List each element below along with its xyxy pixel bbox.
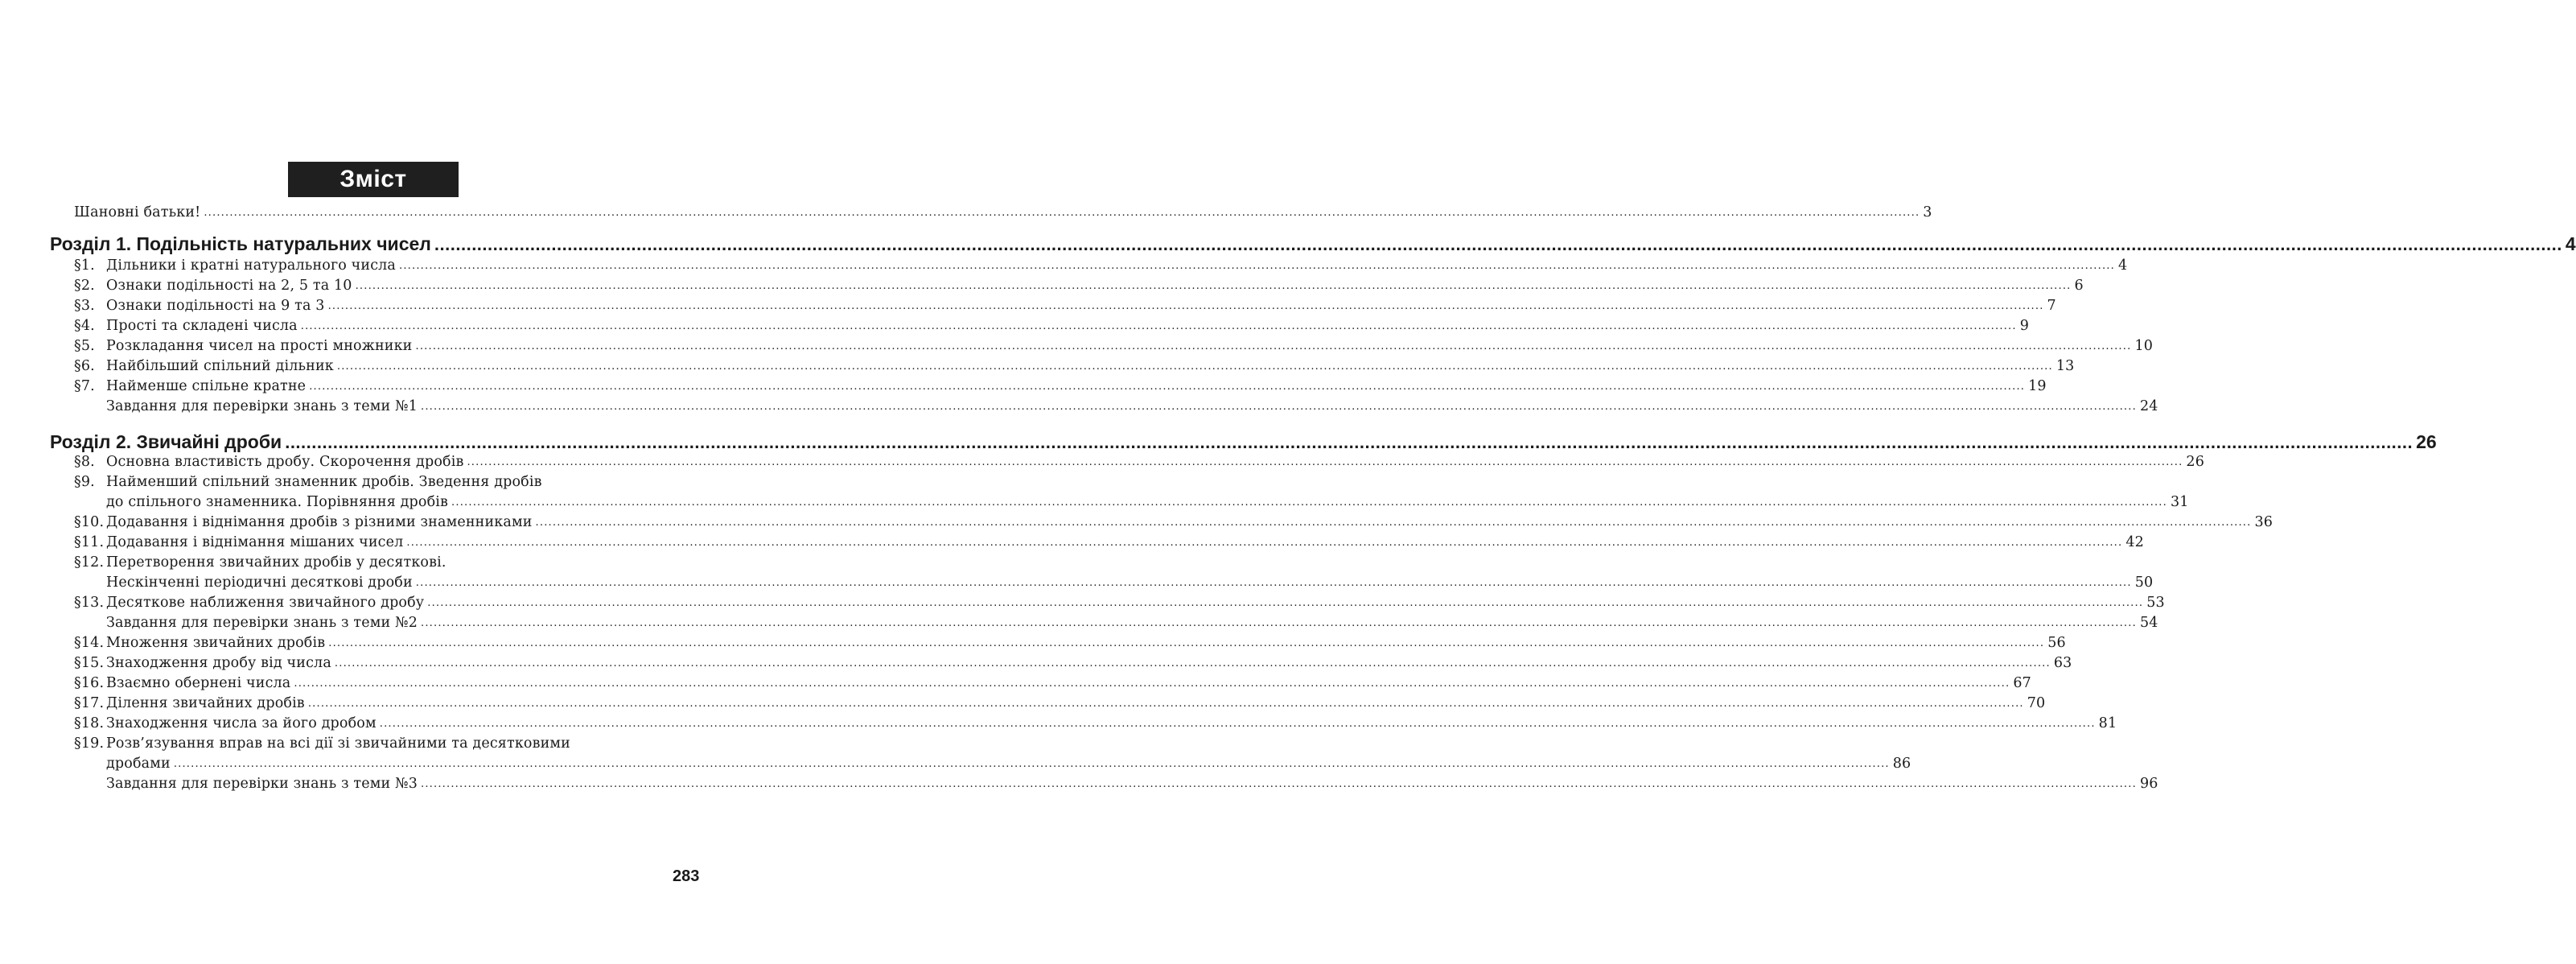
entry-page: 86 [1892, 756, 1911, 772]
entry-page: 50 [2134, 575, 2154, 591]
entry-number: §18. [74, 715, 105, 731]
entry-title: Найменше спільне кратне [106, 378, 307, 394]
entry-number: §15. [74, 655, 105, 671]
section-title: Розділ 2. Звичайні дроби [50, 431, 282, 452]
entry-title: Завдання для перевірки знань з теми №2 [106, 615, 418, 631]
dot-leader: ................................................................................................................................................................................................................................................................................................................................................................................................................ [327, 300, 2044, 312]
toc-entry[interactable] [74, 694, 2046, 713]
dot-leader: ................................................................................................................................................................................................................................................................................................................................................................................................................ [328, 637, 2045, 649]
toc-entry[interactable] [74, 377, 2047, 396]
toc-section-2[interactable] [50, 430, 2437, 454]
entry-title: Завдання для перевірки знань з теми №3 [106, 776, 418, 792]
entry-title: Завдання для перевірки знань з теми №1 [106, 398, 418, 414]
entry-number: §12. [74, 554, 105, 571]
entry-number: §2. [74, 278, 95, 294]
toc-entry[interactable] [74, 653, 2072, 673]
page-number: 283 [673, 867, 700, 885]
entry-number: §8. [74, 454, 95, 470]
toc-entry[interactable] [74, 336, 2154, 356]
entry-page: 70 [2027, 695, 2046, 711]
toc-entry[interactable] [74, 593, 2165, 612]
entry-title: Десяткове наближення звичайного дробу [106, 595, 425, 611]
entry-page: 7 [2047, 298, 2056, 314]
toc-entry[interactable] [74, 674, 2031, 693]
entry-number: §6. [74, 358, 95, 374]
dot-leader: ................................................................................................................................................................................................................................................................................................................................................................................................................ [427, 597, 2144, 609]
entry-title: до спільного знаменника. Порівняння дробів [106, 494, 449, 510]
dot-leader: ................................................................................................................................................................................................................................................................................................................................................................................................................ [204, 207, 1920, 219]
entry-page: 26 [2186, 454, 2204, 470]
dot-leader: ................................................................................................................................................................................................................................................................................................................................................................................................................ [307, 698, 2024, 710]
dot-leader: ................................................................................................................................................................................................................................................................................................................................................................................................................ [379, 718, 2096, 730]
section-title: Розділ 1. Подільність натуральних чисел [50, 233, 431, 254]
entry-title: Прості та складені числа [106, 318, 298, 334]
entry-title: Взаємно обернені числа [106, 675, 291, 691]
dot-leader: ................................................................................................................................................................................................................................................................................................................................................................................................................ [421, 617, 2137, 629]
dot-leader: ................................................................................................................................................................................................................................................................................................................................................................................................................ [399, 260, 2115, 272]
entry-number: §9. [74, 474, 95, 490]
entry-title: Додавання і віднімання мішаних чисел [106, 534, 404, 550]
entry-page: 81 [2098, 715, 2117, 731]
dot-leader: ................................................................................................................................................................................................................................................................................................................................................................................................................ [434, 234, 2562, 254]
toc-entry[interactable] [74, 452, 2204, 472]
toc-section-1[interactable] [50, 232, 2576, 256]
dot-leader: ................................................................................................................................................................................................................................................................................................................................................................................................................ [415, 340, 2132, 352]
toc-entry[interactable] [74, 714, 2117, 733]
toc-entry[interactable] [74, 356, 2075, 376]
entry-number: §16. [74, 675, 105, 691]
entry-page: 6 [2074, 278, 2084, 294]
entry-page: 67 [2013, 675, 2031, 691]
toc-entry[interactable] [74, 613, 2158, 632]
entry-title: Дільники і кратні натурального числа [106, 257, 397, 274]
toc-entry[interactable] [74, 492, 2189, 512]
dot-leader: ................................................................................................................................................................................................................................................................................................................................................................................................................ [451, 496, 2167, 509]
dot-leader: ................................................................................................................................................................................................................................................................................................................................................................................................................ [336, 360, 2053, 373]
dot-leader: ................................................................................................................................................................................................................................................................................................................................................................................................................ [467, 456, 2183, 468]
toc-entry[interactable] [74, 774, 2158, 793]
entry-title: Знаходження дробу від числа [106, 655, 331, 671]
entry-title: Шановні батьки! [74, 204, 201, 220]
entry-page: 24 [2139, 398, 2158, 414]
entry-page: 10 [2134, 338, 2154, 354]
toc-title: Зміст [288, 162, 459, 197]
toc-entry[interactable] [74, 397, 2158, 416]
entry-title: Ознаки подільності на 9 та 3 [106, 298, 325, 314]
entry-title: Ознаки подільності на 2, 5 та 10 [106, 278, 352, 294]
entry-number: §13. [74, 595, 105, 611]
dot-leader: ................................................................................................................................................................................................................................................................................................................................................................................................................ [415, 577, 2132, 589]
entry-page: 3 [1923, 204, 1932, 220]
dot-leader: ................................................................................................................................................................................................................................................................................................................................................................................................................ [406, 537, 2123, 549]
entry-page: 54 [2139, 615, 2158, 631]
entry-title: Додавання і віднімання дробів з різними знаменниками [106, 514, 533, 530]
entry-page: 31 [2170, 494, 2189, 510]
entry-title: Ділення звичайних дробів [106, 695, 305, 711]
dot-leader: ................................................................................................................................................................................................................................................................................................................................................................................................................ [535, 517, 2252, 529]
entry-page: 19 [2028, 378, 2047, 394]
entry-page: 4 [2565, 233, 2576, 254]
entry-page: 63 [2053, 655, 2072, 671]
dot-leader: ................................................................................................................................................................................................................................................................................................................................................................................................................ [334, 657, 2051, 669]
entry-page: 13 [2055, 358, 2075, 374]
entry-page: 96 [2139, 776, 2158, 792]
dot-leader: ................................................................................................................................................................................................................................................................................................................................................................................................................ [173, 758, 1890, 770]
entry-title: Знаходження числа за його дробом [106, 715, 377, 731]
entry-title: Нескінченні періодичні десяткові дроби [106, 575, 413, 591]
entry-title-line1: Найменший спільний знаменник дробів. Зведення дробів [106, 474, 542, 490]
dot-leader: ................................................................................................................................................................................................................................................................................................................................................................................................................ [355, 280, 2072, 292]
entry-page: 26 [2416, 431, 2437, 452]
entry-number: §1. [74, 257, 95, 274]
entry-title: дробами [106, 756, 171, 772]
entry-title: Множення звичайних дробів [106, 635, 326, 651]
entry-title: Розкладання чисел на прості множники [106, 338, 413, 354]
entry-page: 36 [2254, 514, 2274, 530]
toc-entry[interactable] [74, 633, 2066, 653]
entry-title-line1: Розв’язування вправ на всі дії зі звичайними та десятковими [106, 735, 570, 752]
entry-number: §3. [74, 298, 95, 314]
toc-entry[interactable] [74, 256, 2128, 275]
dot-leader: ................................................................................................................................................................................................................................................................................................................................................................................................................ [300, 320, 2017, 332]
entry-number: §4. [74, 318, 95, 334]
entry-title: Найбільший спільний дільник [106, 358, 334, 374]
toc-entry[interactable] [74, 276, 2084, 295]
entry-number: §17. [74, 695, 105, 711]
dot-leader: ................................................................................................................................................................................................................................................................................................................................................................................................................ [421, 401, 2137, 413]
entry-number: §10. [74, 514, 105, 530]
entry-page: 42 [2125, 534, 2144, 550]
dot-leader: ................................................................................................................................................................................................................................................................................................................................................................................................................ [285, 432, 2413, 452]
toc-entry[interactable] [74, 513, 2274, 532]
toc-entry[interactable] [74, 573, 2154, 592]
entry-number: §5. [74, 338, 95, 354]
entry-title: Основна властивість дробу. Скорочення дробів [106, 454, 464, 470]
toc-entry[interactable] [74, 533, 2144, 552]
dot-leader: ................................................................................................................................................................................................................................................................................................................................................................................................................ [309, 381, 2026, 393]
entry-title-line1: Перетворення звичайних дробів у десяткові. [106, 554, 446, 571]
toc-entry[interactable] [74, 316, 2029, 336]
entry-number: §11. [74, 534, 105, 550]
entry-page: 4 [2117, 257, 2128, 274]
entry-number: §14. [74, 635, 105, 651]
entry-page: 9 [2019, 318, 2029, 334]
entry-page: 56 [2047, 635, 2066, 651]
dot-leader: ................................................................................................................................................................................................................................................................................................................................................................................................................ [421, 778, 2137, 790]
toc-entry-preface[interactable] [74, 203, 1932, 222]
entry-number: §19. [74, 735, 105, 752]
entry-number: §7. [74, 378, 95, 394]
dot-leader: ................................................................................................................................................................................................................................................................................................................................................................................................................ [294, 678, 2010, 690]
toc-entry[interactable] [74, 754, 1911, 773]
entry-page: 53 [2146, 595, 2165, 611]
toc-entry[interactable] [74, 296, 2056, 315]
